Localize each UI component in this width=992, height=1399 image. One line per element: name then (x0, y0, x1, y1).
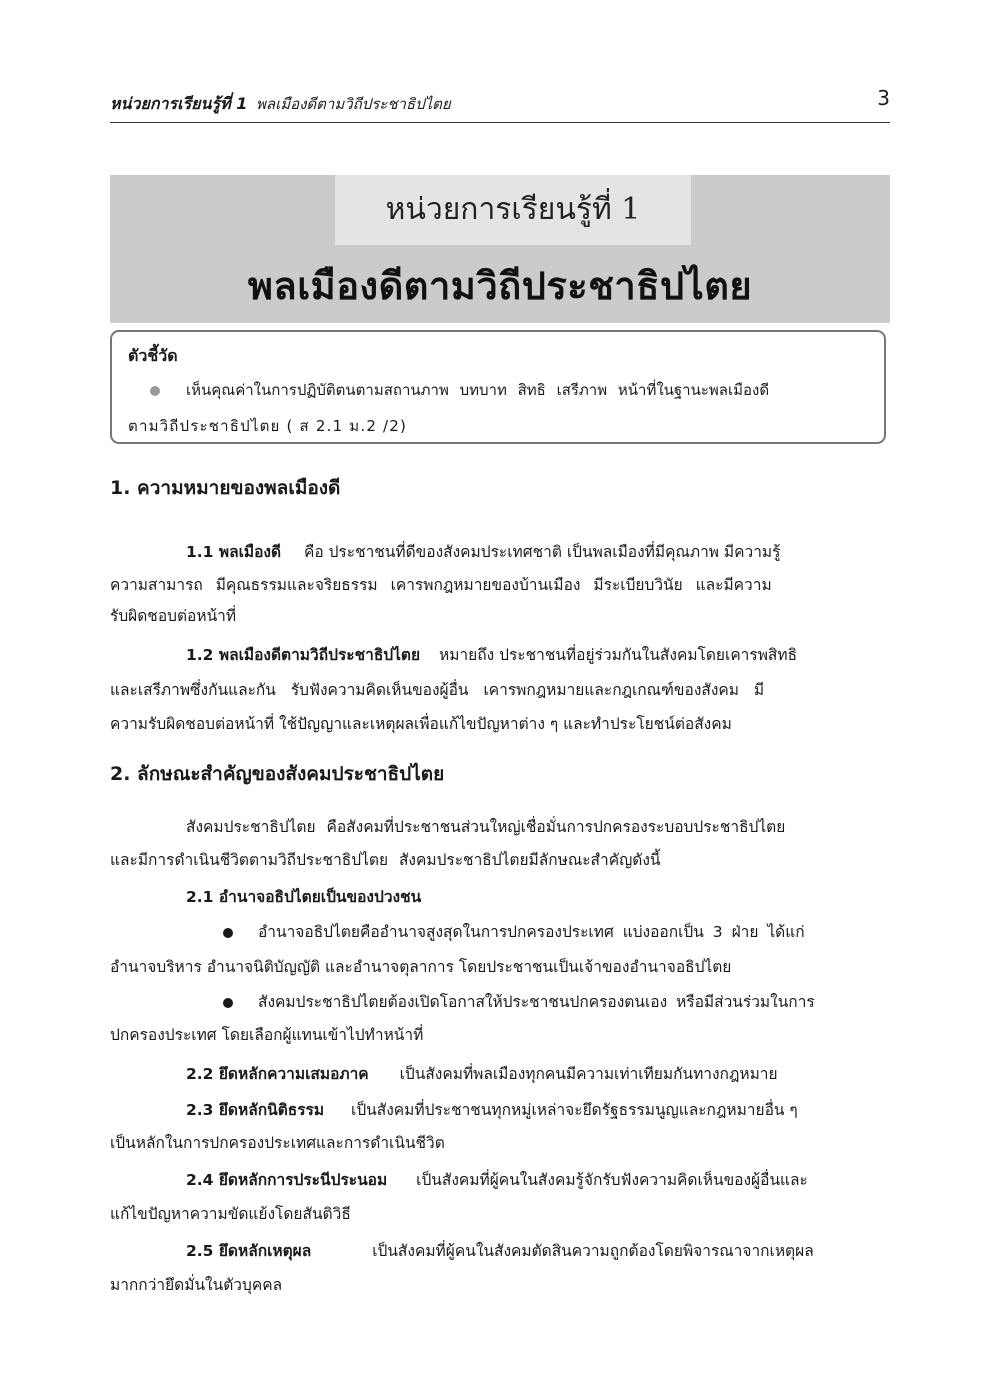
indicator-title: ตัวชี้วัด (128, 346, 178, 365)
bullet2-line2: ปกครองประเทศ โดยเลือกผู้แทนเข้าไปทำหน้าที่ (110, 1026, 424, 1044)
sub4-line2: แก้ไขปัญหาความขัดแย้งโดยสันติวิธี (110, 1205, 351, 1223)
sub5-text: เป็นสังคมที่ผู้คนในสังคมตัดสินความถูกต้องโดยพิจารณาจากเหตุผล (372, 1242, 814, 1260)
sub4-text: เป็นสังคมที่ผู้คนในสังคมรู้จักรับฟังความคิดเห็นของผู้อื่นและ (416, 1171, 808, 1189)
item1-line2: ความสามารถ มีคุณธรรมและจริยธรรม เคารพกฎหมายของบ้านเมือง มีระเบียบวินัย และมีความ (110, 576, 772, 594)
item1-label: 1.1 พลเมืองดี (186, 543, 282, 561)
sub3-line1 (186, 1097, 798, 1122)
bullet-icon (223, 928, 233, 938)
item1-line3: รับผิดชอบต่อหน้าที่ (110, 607, 237, 625)
sub3-line2: เป็นหลักในการปกครองประเทศและการดำเนินชีวิต (110, 1134, 445, 1152)
intro-line2: และมีการดำเนินชีวิตตามวิถีประชาธิปไตย สังคมประชาธิปไตยมีลักษณะสำคัญดังนี้ (110, 851, 661, 869)
header-unit-title: พลเมืองดีตามวิถีประชาธิปไตย (256, 95, 451, 113)
item1-text: คือ ประชาชนที่ดีของสังคมประเทศชาติ เป็นพลเมืองที่มีคุณภาพ มีความรู้ (303, 543, 781, 561)
bullet-icon (223, 998, 233, 1008)
item2-label: 1.2 พลเมืองดีตามวิถีประชาธิปไตย (186, 646, 421, 664)
item2-text: หมายถึง ประชาชนที่อยู่ร่วมกันในสังคมโดยเคารพสิทธิ (439, 646, 798, 664)
title-banner (110, 175, 890, 323)
section1-heading: 1. ความหมายของพลเมืองดี (110, 477, 341, 499)
indicator-text-line2: ตามวิถีประชาธิปไตย ( ส 2.1 ม.2 /2) (128, 417, 408, 435)
indicator-text-line1: เห็นคุณค่าในการปฏิบัติตนตามสถานภาพ บทบาท สิทธิ เสรีภาพ หน้าที่ในฐานะพลเมืองดี (186, 381, 770, 399)
bullet1-line1: อำนาจอธิปไตยคืออำนาจสูงสุดในการปกครองประเทศ แบ่งออกเป็น 3 ฝ่าย ได้แก่ (258, 923, 805, 941)
header-unit: หน่วยการเรียนรู้ที่ 1 (110, 94, 248, 113)
bullet2-line1: สังคมประชาธิปไตยต้องเปิดโอกาสให้ประชาชนปกครองตนเอง หรือมีส่วนร่วมในการ (258, 993, 815, 1011)
item1-line1 (186, 539, 780, 564)
item2-line3: ความรับผิดชอบต่อหน้าที่ ใช้ปัญญาและเหตุผลเพื่อแก้ไขปัญหาต่าง ๆ และทำประโยชน์ต่อสังคม (110, 715, 732, 733)
intro-line1: สังคมประชาธิปไตย คือสังคมที่ประชาชนส่วนใหญ่เชื่อมั่นการปกครองระบอบประชาธิปไตย (186, 818, 786, 836)
banner-unit-label: หน่วยการเรียนรู้ที่ 1 (335, 175, 691, 245)
item2-line1 (186, 642, 797, 667)
sub4-label: 2.4 ยึดหลักการประนีประนอม (186, 1171, 388, 1189)
bullet1-line2: อำนาจบริหาร อำนาจนิติบัญญัติ และอำนาจตุลาการ โดยประชาชนเป็นเจ้าของอำนาจอธิปไตย (110, 958, 732, 976)
bullet-icon (150, 386, 160, 396)
sub3-label: 2.3 ยึดหลักนิติธรรม (186, 1101, 325, 1119)
sub5-line2: มากกว่ายึดมั่นในตัวบุคคล (110, 1276, 283, 1294)
sub4-line1 (186, 1167, 808, 1192)
sub2-line1 (186, 1061, 778, 1086)
running-header (110, 84, 890, 123)
section2-heading: 2. ลักษณะสำคัญของสังคมประชาธิปไตย (110, 763, 445, 785)
sub2-text: เป็นสังคมที่พลเมืองทุกคนมีความเท่าเทียมกันทางกฎหมาย (399, 1065, 778, 1083)
sub1-heading: 2.1 อำนาจอธิปไตยเป็นของปวงชน (186, 888, 422, 906)
page-number: 3 (877, 86, 890, 110)
sub3-text: เป็นสังคมที่ประชาชนทุกหมู่เหล่าจะยึดรัฐธรรมนูญและกฎหมายอื่น ๆ (351, 1101, 798, 1119)
banner-title: พลเมืองดีตามวิถีประชาธิปไตย (247, 264, 753, 308)
item2-line2: และเสรีภาพซึ่งกันและกัน รับฟังความคิดเห็นของผู้อื่น เคารพกฎหมายและกฎเกณฑ์ของสังคม มี (110, 681, 765, 699)
sub5-label: 2.5 ยึดหลักเหตุผล (186, 1242, 312, 1260)
indicator-box (110, 330, 886, 444)
sub2-label: 2.2 ยึดหลักความเสมอภาค (186, 1065, 369, 1083)
sub5-line1 (186, 1238, 814, 1263)
